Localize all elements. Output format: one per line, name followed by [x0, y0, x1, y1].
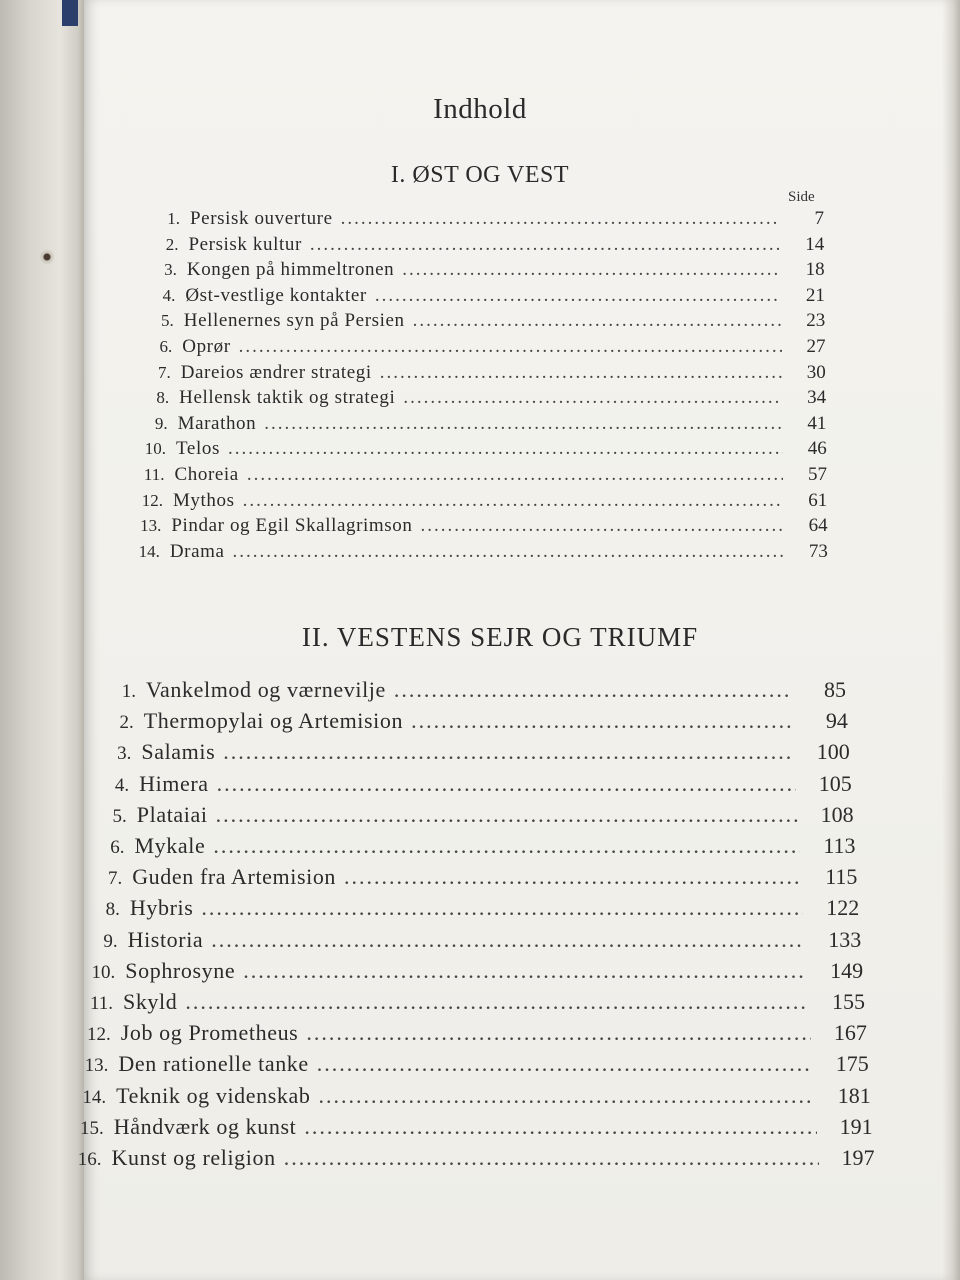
spine-bookmark-tab	[62, 0, 78, 26]
dot-leader	[233, 541, 784, 563]
dot-leader	[223, 739, 794, 765]
toc-entry-number: 11.	[89, 993, 113, 1014]
dot-leader	[375, 285, 781, 307]
dot-leader	[213, 833, 799, 859]
toc-entry-title: Vankelmod og værnevilje	[146, 677, 386, 702]
toc-entry-title: Pindar og Egil Skallagrimson	[171, 515, 413, 537]
toc-entry-number: 13.	[84, 1055, 109, 1077]
toc-entry-number: 9.	[154, 413, 168, 433]
toc-entry-page: 61	[808, 489, 828, 511]
dot-leader	[211, 927, 805, 953]
toc-entry-number: 1.	[167, 209, 180, 228]
toc-entry-title: Hybris	[129, 895, 194, 921]
toc-entry	[92, 677, 846, 703]
toc-entry-page: 41	[807, 412, 827, 434]
toc-entry-number: 5.	[161, 311, 174, 331]
toc-entry-title: Håndværk og kunst	[113, 1113, 297, 1139]
dot-leader	[284, 1145, 819, 1171]
toc-entry	[138, 208, 824, 230]
toc-entry	[71, 958, 863, 984]
toc-entry-page: 64	[808, 515, 828, 537]
toc-entry	[129, 362, 826, 384]
toc-entry-title: Thermopylai og Artemision	[143, 708, 404, 734]
toc-entry	[133, 285, 825, 307]
toc-entry-page: 30	[806, 361, 826, 383]
dot-leader	[318, 1083, 814, 1109]
toc-entry-title: Dareios ændrer strategi	[180, 361, 372, 383]
toc-entry	[119, 515, 827, 537]
toc-entry-number: 15.	[80, 1117, 104, 1139]
section-heading-1: I. ØST OG VEST	[390, 162, 570, 188]
toc-entry-title: Marathon	[177, 412, 257, 434]
toc-entry-page: 133	[828, 926, 862, 952]
toc-entry-page: 181	[837, 1082, 871, 1108]
toc-entry-title: Sophrosyne	[125, 957, 236, 983]
toc-entry-page: 27	[806, 336, 826, 357]
toc-entry-page: 21	[805, 284, 825, 306]
toc-entry-page: 23	[806, 310, 826, 332]
toc-entry	[126, 413, 827, 435]
toc-entry-title: Plataiai	[136, 801, 208, 827]
toc-entry-page: 115	[825, 864, 858, 890]
toc-entry-page: 34	[807, 387, 827, 409]
toc-entry-page: 149	[830, 957, 864, 983]
toc-entry-page: 105	[818, 770, 852, 796]
toc-entry-title: Job og Prometheus	[120, 1020, 299, 1046]
toc-entry-number: 7.	[107, 868, 123, 890]
dot-leader	[394, 677, 790, 703]
toc-entry-page: 46	[807, 438, 827, 460]
toc-entry	[135, 259, 825, 281]
dot-leader	[217, 771, 796, 797]
toc-entry-page: 85	[824, 677, 846, 702]
toc-entry-page: 191	[839, 1113, 873, 1139]
dot-leader	[243, 958, 807, 984]
toc-entry-title: Drama	[169, 540, 225, 562]
toc-entry-number: 12.	[86, 1024, 111, 1046]
toc-entry-title: Den rationelle tanke	[118, 1051, 309, 1077]
toc-entry-title: Oprør	[182, 336, 231, 357]
toc-entry-page: 57	[808, 464, 827, 485]
toc-entry	[58, 1145, 875, 1171]
toc-entry-number: 3.	[164, 260, 177, 280]
toc-entry-number: 14.	[138, 541, 160, 561]
toc-entry-number: 10.	[144, 439, 167, 459]
toc-entry-title: Øst-vestlige kontakter	[185, 284, 367, 306]
dot-leader	[243, 490, 784, 512]
dot-leader	[310, 234, 780, 256]
toc-entry	[67, 1020, 867, 1046]
section-heading-2: II. VESTENS SEJR OG TRIUMF	[301, 622, 699, 652]
toc-entry-page: 94	[825, 708, 848, 734]
toc-entry-number: 14.	[82, 1086, 107, 1108]
toc-entry	[118, 541, 828, 563]
page-edge-shadow	[942, 0, 960, 1280]
dot-leader	[201, 895, 803, 921]
toc-entry	[81, 833, 856, 859]
dot-leader	[306, 1020, 811, 1046]
toc-entry	[76, 895, 859, 921]
toc-entry	[90, 708, 848, 734]
toc-entry-title: Hellenernes syn på Persien	[183, 310, 405, 332]
toc-entry-number: 2.	[119, 712, 134, 734]
toc-entry-title: Himera	[139, 770, 209, 796]
toc-entry	[124, 438, 827, 460]
dot-leader	[304, 1114, 816, 1140]
toc-entry-title: Persisk kultur	[188, 233, 302, 255]
dot-leader	[411, 708, 792, 734]
toc-entry-page: 108	[820, 801, 854, 827]
page-column-label: Side	[788, 189, 815, 205]
toc-entry-title: Choreia	[174, 464, 239, 485]
toc-entry	[130, 336, 825, 358]
toc-entry	[64, 1051, 868, 1077]
dot-leader	[228, 438, 783, 460]
toc-entry-page: 197	[841, 1145, 875, 1170]
toc-entry-number: 8.	[156, 388, 170, 408]
toc-entry-number: 5.	[112, 805, 127, 827]
toc-entry-title: Salamis	[141, 739, 216, 765]
toc-entry-title: Mykale	[134, 833, 206, 858]
toc-entry-number: 6.	[159, 337, 173, 356]
toc-entry-page: 7	[814, 208, 824, 229]
toc-entry-number: 2.	[165, 234, 179, 254]
toc-entry-number: 11.	[143, 465, 165, 484]
toc-entry	[85, 771, 852, 797]
toc-entry-number: 10.	[91, 961, 116, 983]
toc-entry	[74, 927, 862, 953]
toc-entry-title: Historia	[127, 926, 204, 952]
toc-entry-page: 14	[805, 233, 825, 255]
toc-entry-number: 7.	[157, 362, 171, 382]
toc-entry	[62, 1083, 871, 1109]
dot-leader	[264, 413, 782, 435]
toc-entry	[83, 802, 854, 828]
toc-entry-page: 73	[808, 540, 828, 562]
toc-entry-number: 16.	[77, 1149, 102, 1170]
toc-entry-number: 13.	[140, 516, 162, 536]
dot-leader	[420, 515, 783, 537]
dot-leader	[403, 387, 782, 409]
page-title: Indhold	[433, 93, 527, 125]
toc-entry	[78, 864, 857, 890]
toc-entry	[87, 739, 849, 765]
toc-entry	[69, 989, 865, 1015]
toc-entry-number: 6.	[110, 837, 125, 858]
toc-entry-number: 12.	[141, 490, 163, 510]
dot-leader	[402, 259, 780, 281]
dot-leader	[247, 464, 783, 486]
toc-entry	[127, 387, 826, 409]
toc-entry-page: 100	[816, 739, 850, 765]
dot-leader	[380, 362, 782, 384]
toc-entry	[136, 234, 824, 256]
dot-leader	[317, 1051, 813, 1077]
toc-entry-number: 1.	[121, 681, 136, 702]
toc-entry-page: 18	[805, 259, 825, 281]
toc-entry-page: 167	[833, 1020, 867, 1046]
toc-entry-page: 175	[835, 1051, 869, 1077]
toc-entry-title: Kunst og religion	[111, 1145, 276, 1170]
toc-entry	[123, 464, 828, 486]
toc-entry-page: 122	[826, 895, 860, 921]
toc-entry	[132, 310, 825, 332]
dot-leader	[341, 208, 780, 230]
toc-entry-number: 9.	[103, 930, 118, 952]
toc-entry-page: 113	[823, 833, 856, 858]
dot-leader	[413, 310, 782, 332]
dot-leader	[344, 864, 801, 890]
toc-entry-title: Telos	[176, 438, 220, 460]
dot-leader	[239, 336, 782, 358]
toc-entry-title: Guden fra Artemision	[132, 864, 337, 890]
dot-leader	[185, 989, 809, 1015]
toc-entry-page: 155	[832, 989, 865, 1014]
toc-entry	[60, 1114, 873, 1140]
toc-entry-title: Skyld	[123, 989, 178, 1014]
toc-entry-title: Hellensk taktik og strategi	[179, 387, 396, 409]
dot-leader	[216, 802, 798, 828]
binding-stitch-hole	[40, 246, 54, 268]
toc-entry-title: Teknik og videnskab	[116, 1082, 311, 1108]
toc-entry-number: 8.	[105, 899, 120, 921]
toc-entry-number: 4.	[162, 285, 176, 305]
toc-entry-number: 4.	[114, 774, 130, 796]
toc-entry	[121, 490, 827, 512]
toc-entry-number: 3.	[117, 743, 132, 765]
toc-entry-title: Persisk ouverture	[190, 208, 333, 229]
toc-entry-title: Mythos	[172, 489, 235, 511]
toc-entry-title: Kongen på himmeltronen	[186, 259, 395, 281]
